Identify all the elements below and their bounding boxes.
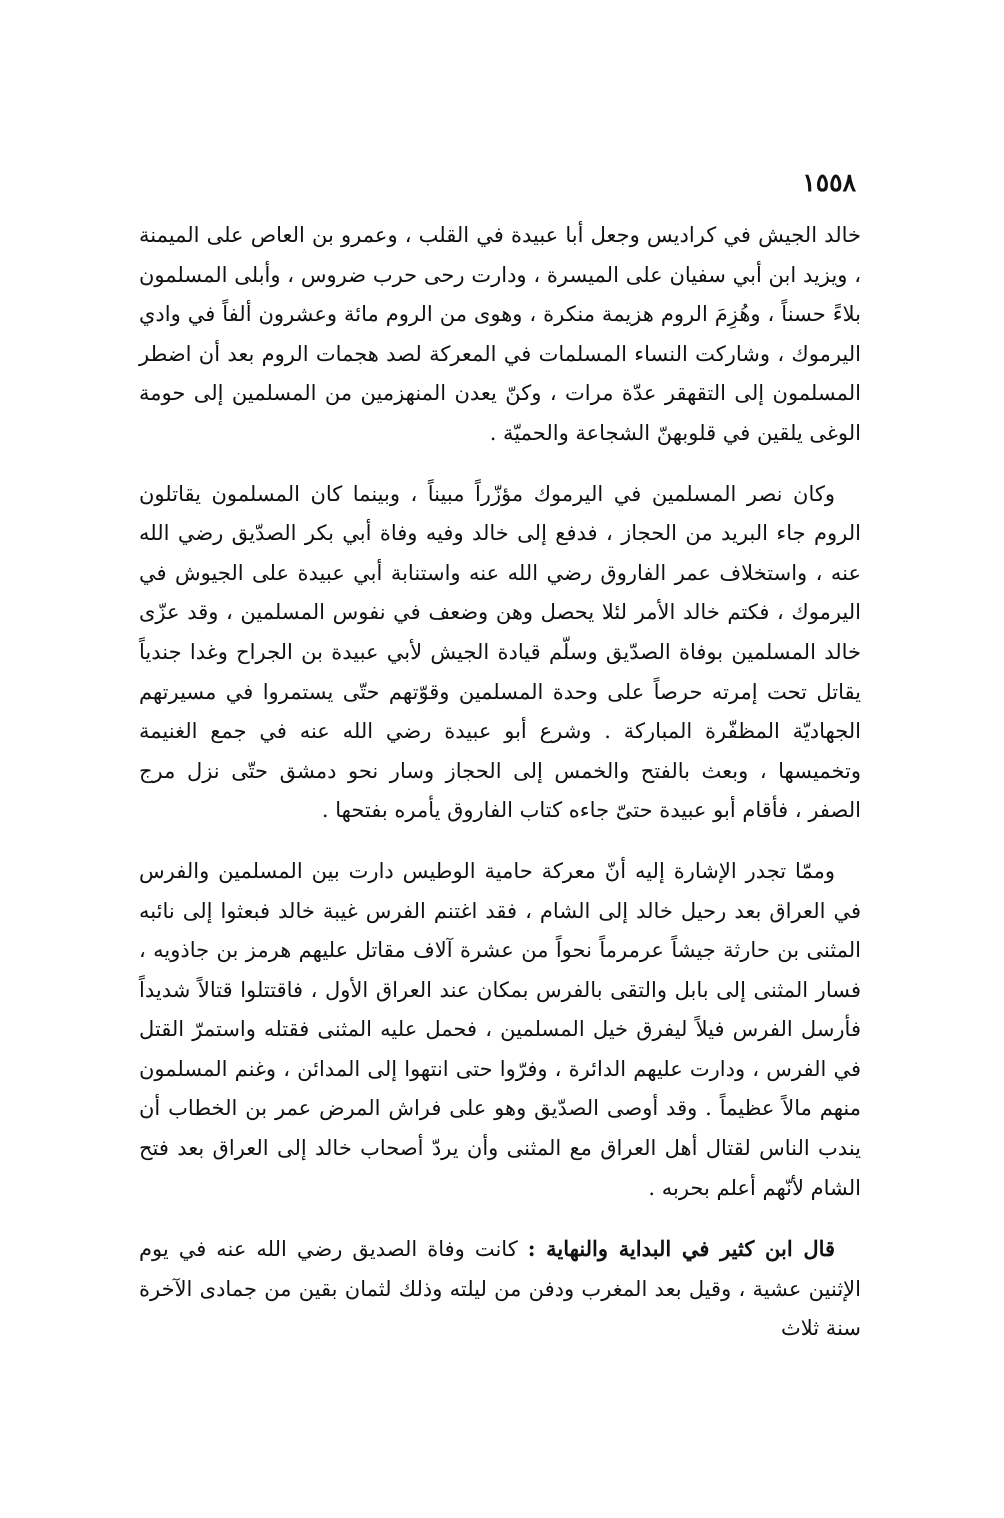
paragraph-4 bbox=[139, 1229, 861, 1349]
paragraph-3: وممّا تجدر الإشارة إليه أنّ معركة حامية الوطيس دارت بين المسلمين والفرس في العراق بعد رحيل خالد إلى الشام ، فقد اغتنم الفرس غيبة خالد فبعثوا إلى نائبه المثنى بن حارثة جيشاً عرمرماً نحواً من عشرة آلاف مقاتل عليهم هرمز بن جاذويه ، فسار المثنى إلى بابل والتقى بالفرس بمكان عند العراق الأول ، فاقتتلوا قتالاً شديداً فأرسل الفرس فيلاً ليفرق خيل المسلمين ، فحمل عليه المثنى فقتله واستمرّ القتل في الفرس ، ودارت عليهم الدائرة ، وفرّوا حتى انتهوا إلى المدائن ، وغنم المسلمون منهم مالاً عظيماً . وقد أوصى الصدّيق وهو على فراش المرض عمر بن الخطاب أن يندب الناس لقتال أهل العراق مع المثنى وأن يردّ أصحاب خالد إلى العراق بعد فتح الشام لأنّهم أعلم بحربه . bbox=[139, 858, 861, 1200]
paragraph-4-text: كانت وفاة الصديق رضي الله عنه في يوم الإثنين عشية ، وقيل بعد المغرب ودفن من ليلته وذلك لثمان بقين من جمادى الآخرة سنة ثلاث bbox=[139, 1237, 861, 1341]
page-number: ١٥٥٨ bbox=[802, 168, 856, 197]
paragraph-1: خالد الجيش في كراديس وجعل أبا عبيدة في القلب ، وعمرو بن العاص على الميمنة ، ويزيد ابن أبي سفيان على الميسرة ، ودارت رحى حرب ضروس ، وأبلى المسلمون بلاءً حسناً ، وهُزِمَ الروم هزيمة منكرة ، وهوى من الروم مائة وعشرون ألفاً في وادي اليرموك ، وشاركت النساء المسلمات في المعركة لصد هجمات الروم بعد أن اضطر المسلمون إلى التقهقر عدّة مرات ، وكنّ يعدن المنهزمين من المسلمين إلى حومة الوغى يلقين في قلوبهنّ الشجاعة والحميّة . bbox=[139, 223, 861, 445]
body-text bbox=[139, 216, 861, 1349]
paragraph-4-lead: قال ابن كثير في البداية والنهاية : bbox=[527, 1236, 836, 1262]
paragraph-2: وكان نصر المسلمين في اليرموك مؤزّراً مبيناً ، وبينما كان المسلمون يقاتلون الروم جاء البريد من الحجاز ، فدفع إلى خالد وفيه وفاة أبي بكر الصدّيق رضي الله عنه ، واستخلاف عمر الفاروق رضي الله عنه واستنابة أبي عبيدة على الجيوش في اليرموك ، فكتم خالد الأمر لئلا يحصل وهن وضعف في نفوس المسلمين ، وقد عزّى خالد المسلمين بوفاة الصدّيق وسلّم قيادة الجيش لأبي عبيدة بن الجراح وغدا جندياً يقاتل تحت إمرته حرصاً على وحدة المسلمين وقوّتهم حتّى يستمروا في مسيرتهم الجهاديّة المظفّرة المباركة . وشرع أبو عبيدة رضي الله عنه في جمع الغنيمة وتخميسها ، وبعث بالفتح والخمس إلى الحجاز وسار نحو دمشق حتّى نزل مرج الصفر ، فأقام أبو عبيدة حتىّ جاءه كتاب الفاروق يأمره بفتحها . bbox=[139, 481, 861, 823]
